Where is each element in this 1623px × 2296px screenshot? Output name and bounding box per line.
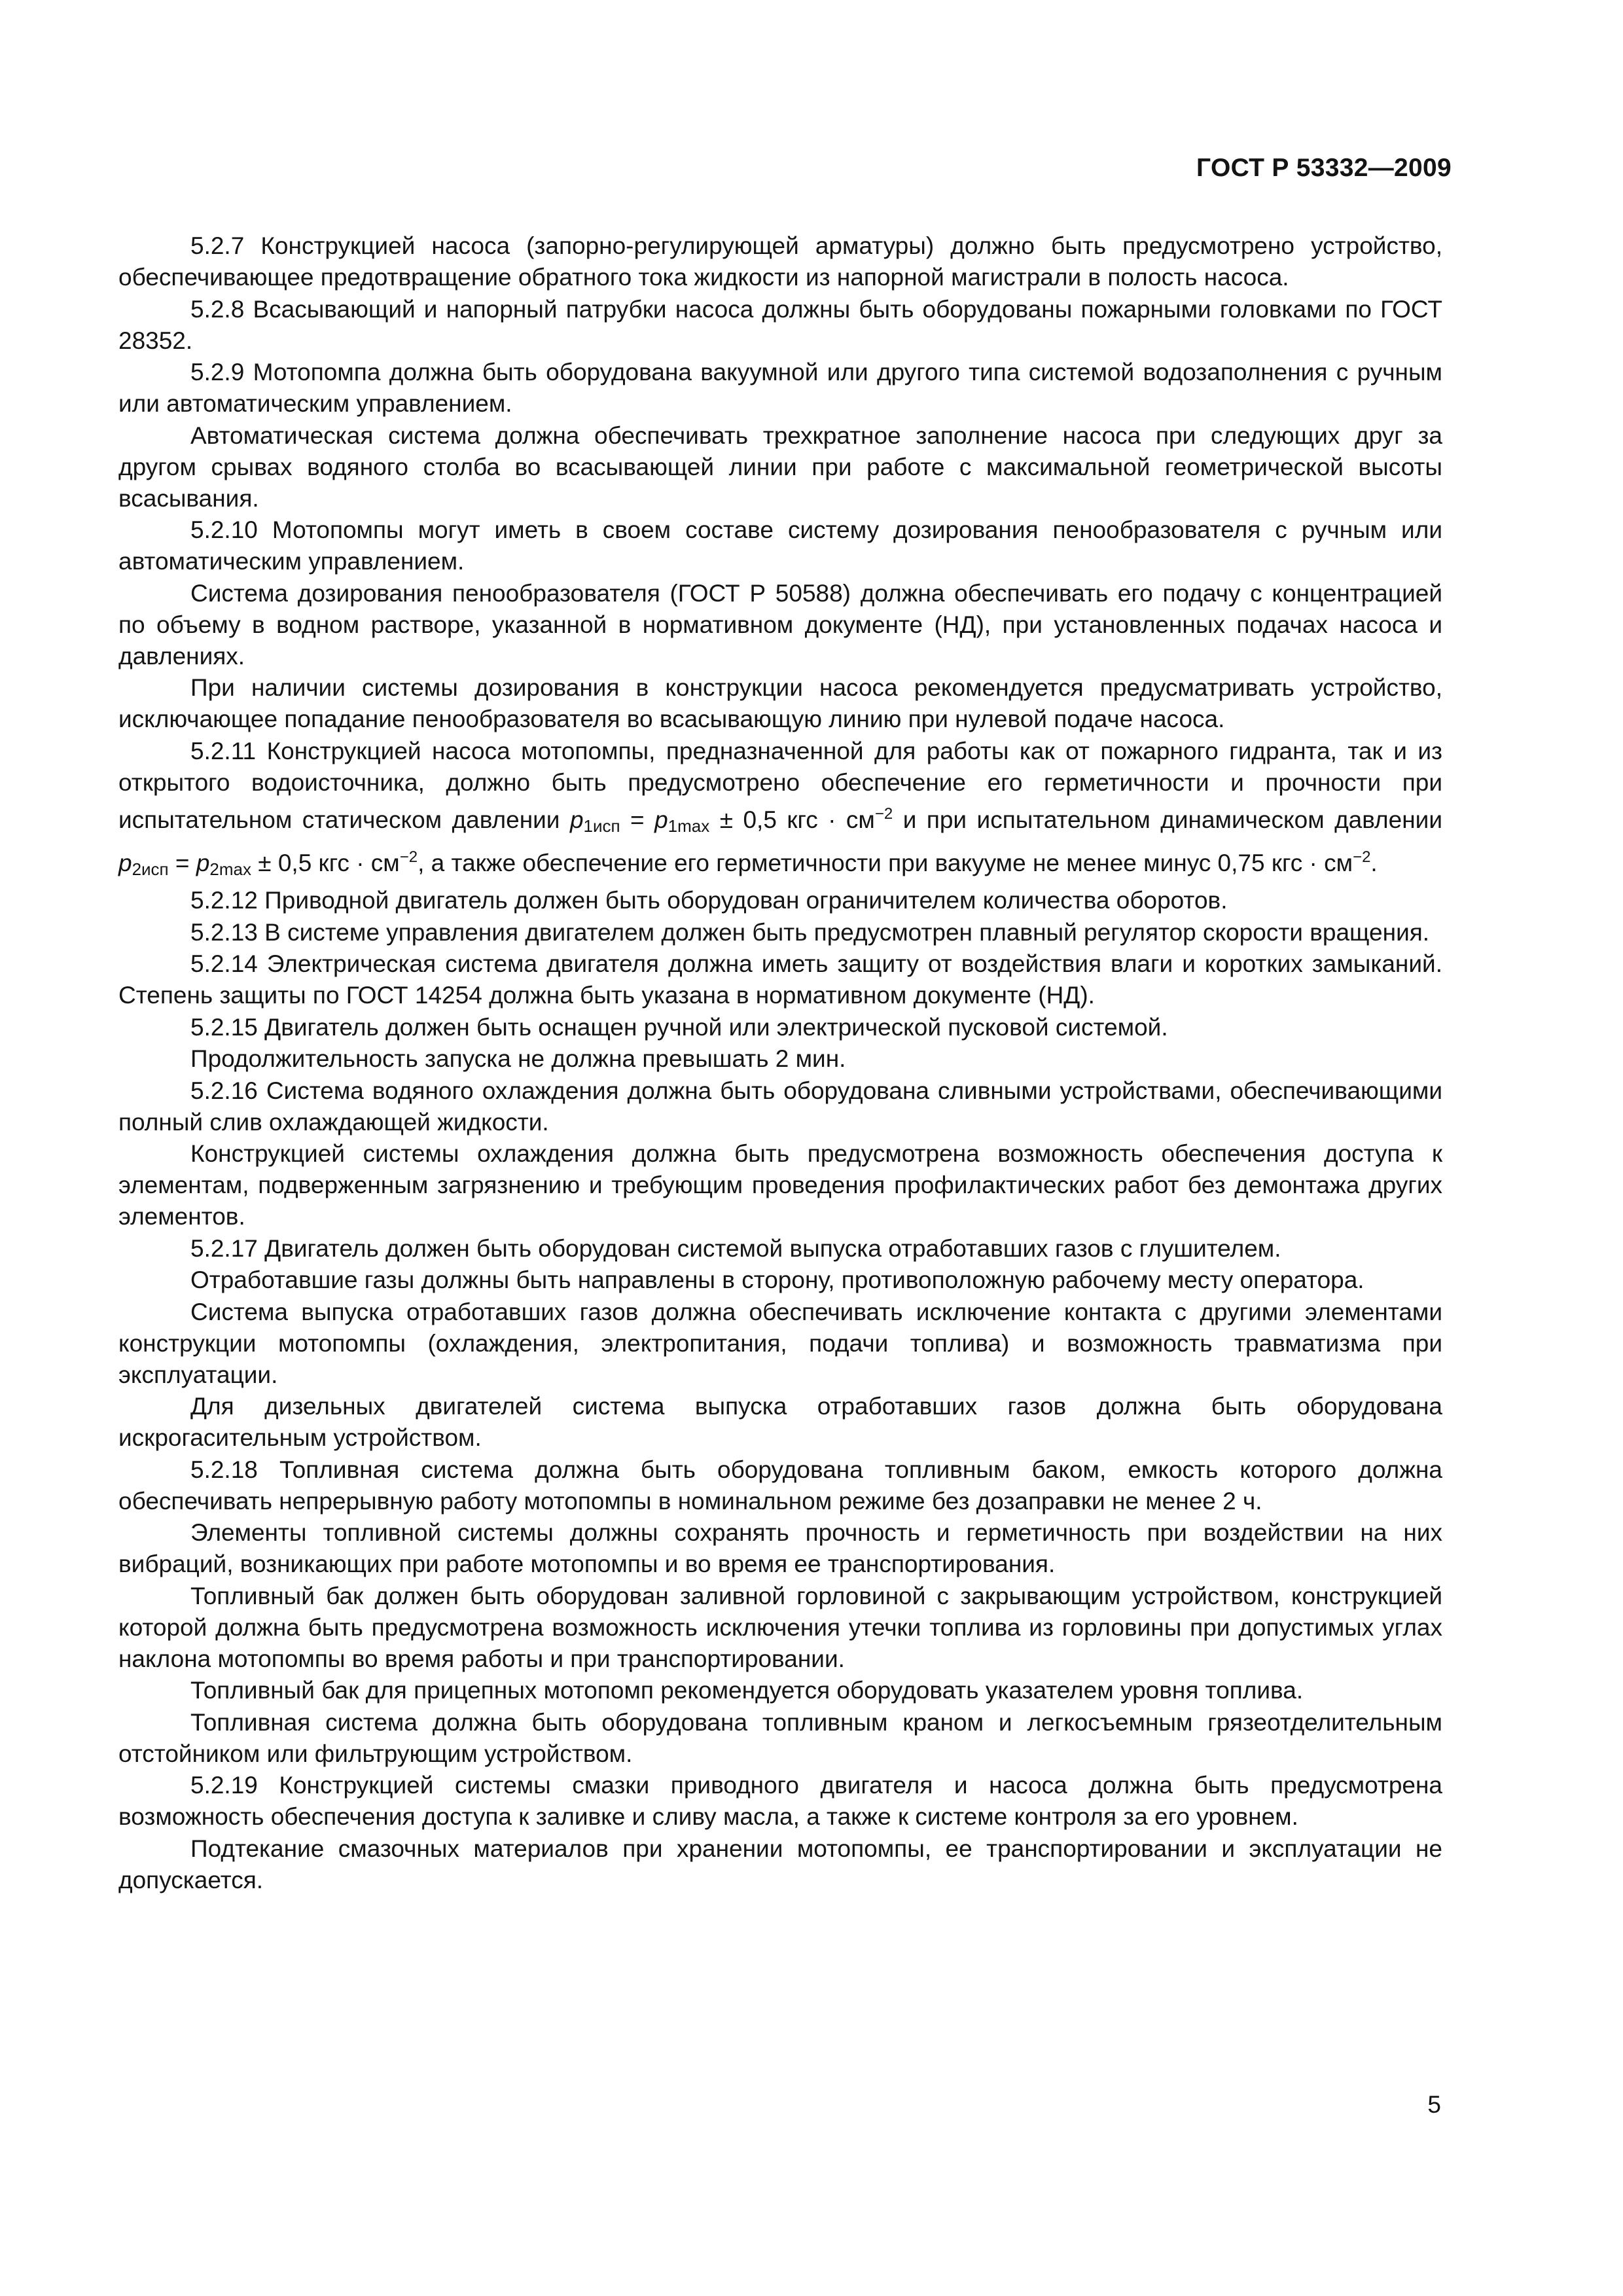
subscript: 2max	[209, 859, 251, 879]
pressure-symbol: p	[118, 849, 132, 876]
pressure-symbol: p	[196, 849, 210, 876]
standard-code: ГОСТ Р 53332—2009	[1196, 154, 1452, 182]
paragraph: При наличии системы дозирования в конструкции насоса рекомендуется предусматривать устройство, исключающее попадание пенообразователя во всасывающую линию при нулевой подаче насоса.	[118, 674, 1442, 732]
paragraph: 5.2.9 Мотопомпа должна быть оборудована вакуумной или другого типа системой водозаполнения с ручным или автоматическим управлением.	[118, 359, 1442, 417]
paragraph: Продолжительность запуска не должна превышать 2 мин.	[190, 1045, 846, 1072]
paragraph: Подтекание смазочных материалов при хранении мотопомпы, ее транспортировании и эксплуатации не допускается.	[118, 1835, 1442, 1893]
text: =	[168, 849, 196, 876]
paragraph: Топливный бак должен быть оборудован заливной горловиной с закрывающим устройством, конструкцией которой должна быть предусмотрена возможность исключения утечки топлива из горловины при допустимых углах наклона мотопомпы во время работы и при транспортировании.	[118, 1582, 1442, 1672]
text: =	[620, 806, 655, 833]
paragraph: 5.2.19 Конструкцией системы смазки приводного двигателя и насоса должна быть предусмотрена возможность обеспечения доступа к заливке и сливу масла, а также к системе контроля за его уровнем.	[118, 1772, 1442, 1830]
document-body	[118, 230, 1442, 1896]
paragraph: Отработавшие газы должны быть направлены в сторону, противоположную рабочему месту оператора.	[190, 1266, 1364, 1293]
paragraph: 5.2.8 Всасывающий и напорный патрубки насоса должны быть оборудованы пожарными головками по ГОСТ 28352.	[118, 295, 1442, 354]
pressure-symbol: p	[569, 806, 584, 833]
paragraph: 5.2.17 Двигатель должен быть оборудован системой выпуска отработавших газов с глушителем.	[190, 1234, 1281, 1262]
paragraph: 5.2.15 Двигатель должен быть оснащен ручной или электрической пусковой системой.	[190, 1013, 1168, 1041]
pressure-symbol: p	[654, 806, 668, 833]
text: ± 0,5 кгс · см	[709, 806, 875, 833]
paragraph: 5.2.7 Конструкцией насоса (запорно-регулирующей арматуры) должно быть предусмотрено устройство, обеспечивающее предотвращение обратного тока жидкости из напорной магистрали в полость насоса.	[118, 232, 1442, 291]
superscript: −2	[874, 804, 893, 823]
paragraph: Конструкцией системы охлаждения должна быть предусмотрена возможность обеспечения доступа к элементам, подверженным загрязнению и требующим проведения профилактических работ без демонтажа других элементов.	[118, 1140, 1442, 1230]
paragraph: Система дозирования пенообразователя (ГОСТ Р 50588) должна обеспечивать его подачу с концентрацией по объему в водном растворе, указанной в нормативном документе (НД), при установленных подачах насоса и давлениях.	[118, 579, 1442, 670]
superscript: −2	[399, 848, 418, 866]
paragraph: Топливный бак для прицепных мотопомп рекомендуется оборудовать указателем уровня топлива.	[190, 1677, 1304, 1704]
page-number: 5	[1427, 2091, 1441, 2118]
paragraph: 5.2.12 Приводной двигатель должен быть оборудован ограничителем количества оборотов.	[190, 887, 1228, 914]
text: , а также обеспечение его герметичности при вакууме не менее минус 0,75 кгс · см	[418, 849, 1353, 876]
text: 5.2.11 Конструкцией насоса мотопомпы, предназначенной для работы как от пожарного гидранта, так и из открытого водоисточника, должно быть предусмотрено обеспечение его герметичности и прочности при испытательном статическом давлении	[118, 737, 1442, 833]
subscript: 1max	[668, 816, 710, 836]
subscript: 2исп	[132, 859, 169, 879]
text: и при испытательном динамическом давлении	[893, 806, 1442, 833]
paragraph: Для дизельных двигателей система выпуска отработавших газов должна быть оборудована искрогасительным устройством.	[118, 1393, 1442, 1451]
subscript: 1исп	[583, 816, 620, 836]
paragraph: 5.2.10 Мотопомпы могут иметь в своем составе систему дозирования пенообразователя с ручным или автоматическим управлением.	[118, 516, 1442, 575]
paragraph: 5.2.13 В системе управления двигателем должен быть предусмотрен плавный регулятор скорости вращения.	[190, 918, 1430, 946]
paragraph: 5.2.14 Электрическая система двигателя должна иметь защиту от воздействия влаги и коротких замыканий. Степень защиты по ГОСТ 14254 должна быть указана в нормативном документе (НД).	[118, 950, 1442, 1009]
paragraph: Элементы топливной системы должны сохранять прочность и герметичность при воздействии на них вибраций, возникающих при работе мотопомпы и во время ее транспортирования.	[118, 1519, 1442, 1577]
text: ± 0,5 кгс · см	[251, 849, 400, 876]
paragraph: Система выпуска отработавших газов должна обеспечивать исключение контакта с другими элементами конструкции мотопомпы (охлаждения, электропитания, подачи топлива) и возможность травматизма при эксплуатации.	[118, 1298, 1442, 1388]
paragraph: 5.2.18 Топливная система должна быть оборудована топливным баком, емкость которого должна обеспечивать непрерывную работу мотопомпы в номинальном режиме без дозаправки не менее 2 ч.	[118, 1456, 1442, 1515]
text: .	[1370, 849, 1378, 876]
paragraph: Автоматическая система должна обеспечивать трехкратное заполнение насоса при следующих друг за другом срывах водяного столба во всасывающей линии при работе с максимальной геометрической высоты всасывания.	[118, 422, 1442, 512]
paragraph-5-2-11	[118, 736, 1442, 885]
paragraph: 5.2.16 Система водяного охлаждения должна быть оборудована сливными устройствами, обеспечивающими полный слив охлаждающей жидкости.	[118, 1077, 1442, 1136]
paragraph: Топливная система должна быть оборудована топливным краном и легкосъемным грязеотделительным отстойником или фильтрующим устройством.	[118, 1708, 1442, 1767]
superscript: −2	[1353, 848, 1371, 866]
